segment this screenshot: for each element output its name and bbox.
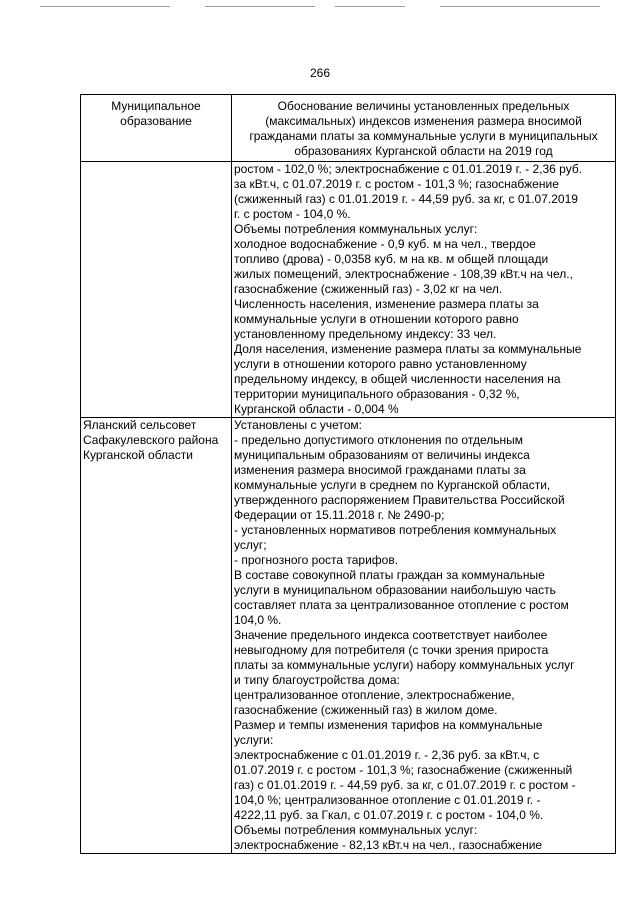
text-line: услуги в отношении которого равно установленному — [234, 357, 527, 371]
municipality-cell — [81, 162, 232, 418]
text-line: централизованное отопление, электроснабжение, — [234, 688, 515, 702]
justification-table — [80, 94, 616, 854]
text-line: Значение предельного индекса соответствует наиболее — [234, 628, 548, 642]
text-line: - установленных нормативов потребления коммунальных — [234, 523, 557, 537]
text-line: 104,0 %. — [234, 613, 282, 627]
text-line: гражданами платы за коммунальные услуги в муниципальных — [249, 129, 598, 143]
municipality-cell — [81, 418, 232, 854]
text-line: услуги в муниципальном образовании наибольшую часть — [234, 583, 556, 597]
text-line: Обоснование величины установленных предельных — [277, 99, 570, 113]
text-line: за кВт.ч, с 01.07.2019 г. с ростом - 101,3 %; газоснабжение — [234, 177, 559, 191]
text-line: газоснабжение (сжиженный газ) в жилом доме. — [234, 703, 498, 717]
text-line: образование — [120, 114, 192, 128]
text-line: - прогнозного роста тарифов. — [234, 553, 399, 567]
table-row — [81, 162, 616, 418]
text-line: невыгодному для потребителя (с точки зрения прироста — [234, 643, 549, 657]
text-line: платы за коммунальные услуги) набору коммунальных услуг — [234, 658, 575, 672]
text-line: Объемы потребления коммунальных услуг: — [234, 823, 478, 837]
text-line: Доля населения, изменение размера платы за коммунальные — [234, 342, 582, 356]
text-line: услуги: — [234, 733, 274, 747]
text-line: территории муниципального образования - 0,32 %, — [234, 387, 520, 401]
scan-artifact — [0, 6, 640, 10]
table-row — [81, 418, 616, 854]
text-line: 104,0 %; централизованное отопление с 01.01.2019 г. - — [234, 793, 541, 807]
text-line: предельному индексу, в общей численности населения на — [234, 372, 561, 386]
text-line: и типу благоустройства дома: — [234, 673, 400, 687]
text-line: Яланский сельсовет — [83, 418, 197, 432]
text-line: - предельно допустимого отклонения по отдельным — [234, 433, 523, 447]
text-line: 4222,11 руб. за Гкал, с 01.07.2019 г. с ростом - 104,0 %. — [234, 808, 544, 822]
text-line: электроснабжение с 01.01.2019 г. - 2,36 руб. за кВт.ч, с — [234, 748, 540, 762]
text-line: составляет плата за централизованное отопление с ростом — [234, 598, 569, 612]
text-line: утвержденного распоряжением Правительства Российской — [234, 493, 565, 507]
text-line: коммунальные услуги в среднем по Курганской области, — [234, 478, 551, 492]
text-line: газ) с 01.01.2019 г. - 44,59 руб. за кг, с 01.07.2019 г. с ростом - — [234, 778, 576, 792]
text-line: ростом - 102,0 %; электроснабжение с 01.01.2019 г. - 2,36 руб. — [234, 162, 583, 176]
text-line: установленному предельному индексу: 33 чел. — [234, 327, 497, 341]
justification-cell — [232, 162, 616, 418]
text-line: Объемы потребления коммунальных услуг: — [234, 222, 478, 236]
justification-cell — [232, 418, 616, 854]
table-header-row — [81, 95, 616, 162]
text-line: Курганской области — [83, 448, 193, 462]
text-line: газоснабжение (сжиженный газ) - 3,02 кг на чел. — [234, 282, 503, 296]
header-justification — [232, 95, 616, 162]
text-line: муниципальным образованиям от величины индекса — [234, 448, 530, 462]
text-line: (сжиженный газ) с 01.01.2019 г. - 44,59 руб. за кг, с 01.07.2019 — [234, 192, 578, 206]
text-line: топливо (дрова) - 0,0358 куб. м на кв. м общей площади — [234, 252, 549, 266]
text-line: В составе совокупной платы граждан за коммунальные — [234, 568, 545, 582]
text-line: образованиях Курганской области на 2019 год — [294, 144, 553, 158]
page-number: 266 — [309, 66, 331, 80]
text-line: 01.07.2019 г. с ростом - 101,3 %; газоснабжение (сжиженный — [234, 763, 573, 777]
text-line: Муниципальное — [111, 99, 201, 113]
text-line: Численность населения, изменение размера платы за — [234, 297, 539, 311]
text-line: Установлены с учетом: — [234, 418, 362, 432]
text-line: изменения размера вносимой гражданами платы за — [234, 463, 526, 477]
text-line: услуг; — [234, 538, 267, 552]
text-line: коммунальные услуги в отношении которого равно — [234, 312, 519, 326]
text-line: холодное водоснабжение - 0,9 куб. м на чел., твердое — [234, 237, 536, 251]
text-line: электроснабжение - 82,13 кВт.ч на чел., газоснабжение — [234, 838, 543, 852]
header-municipality — [81, 95, 232, 162]
text-line: Сафакулевского района — [83, 433, 219, 447]
text-line: Федерации от 15.11.2018 г. № 2490-р; — [234, 508, 445, 522]
text-line: Размер и темпы изменения тарифов на коммунальные — [234, 718, 543, 732]
text-line: (максимальных) индексов изменения размера вносимой — [265, 114, 582, 128]
text-line: Курганской области - 0,004 % — [234, 402, 399, 416]
text-line: жилых помещений, электроснабжение - 108,39 кВт.ч на чел., — [234, 267, 573, 281]
text-line: г. с ростом - 104,0 %. — [234, 207, 351, 221]
